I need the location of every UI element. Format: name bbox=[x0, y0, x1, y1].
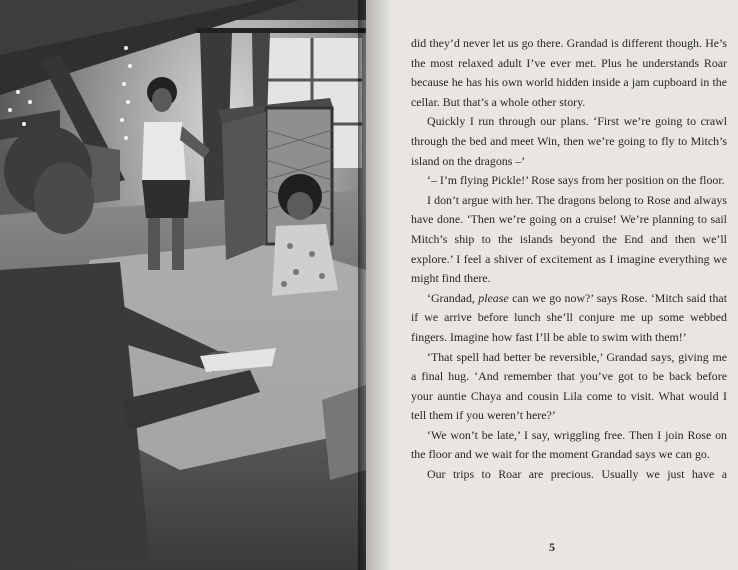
curtain-rod bbox=[196, 28, 366, 33]
paragraph: ‘– I’m flying Pickle!’ Rose says from her position on the floor. bbox=[427, 173, 725, 188]
paragraph: ‘Grandad, please can we go now?’ says Rose. ‘Mitch said that if we arrive before lunch she’ll conjure me up some webbed fingers. Imagine how fast I’ll be able to swim with them!’ bbox=[411, 290, 728, 344]
text-page bbox=[366, 0, 738, 570]
paragraph: I don’t argue with her. The dragons belong to Rose and always have done. ‘Then we’re going on a cruise! We’re planning to sail Mitch’s ship to the islands beyond the End and then we’ll explore.’ I feel a shiver of excitement as I imagine everything we might find there. bbox=[411, 192, 727, 286]
paragraph: ‘That spell had better be reversible,’ Grandad says, giving me a final hug. ‘And remember that you’ve got to be back before your auntie Chaya and cousin Lila come to visit. What would I tell them if you weren’t here?’ bbox=[411, 349, 727, 423]
bed-side bbox=[222, 112, 266, 260]
paragraph: did they’d never let us go there. Grandad is different though. He’s the most relaxed adult I’ve ever met. Plus he understands Roar because he has his own world hidden inside a jam cupboard in the cellar. But that’s a whole other story. bbox=[411, 36, 727, 109]
paragraph: ‘We won’t be late,’ I say, wriggling free. Then I join Rose on the floor and we wait for the moment Grandad says we can go. bbox=[411, 427, 727, 462]
page-number: 5 bbox=[549, 540, 555, 554]
illustration-page bbox=[0, 0, 366, 570]
page-text bbox=[411, 34, 727, 485]
paragraph: Our trips to Roar are precious. Usually we just have a bbox=[427, 467, 727, 482]
attic-illustration bbox=[0, 0, 366, 570]
paragraph: Quickly I run through our plans. ‘First we’re going to crawl through the bed and meet Win, then we’re going to fly to Mitch’s island on the dragons –’ bbox=[411, 114, 727, 168]
box bbox=[322, 385, 366, 480]
